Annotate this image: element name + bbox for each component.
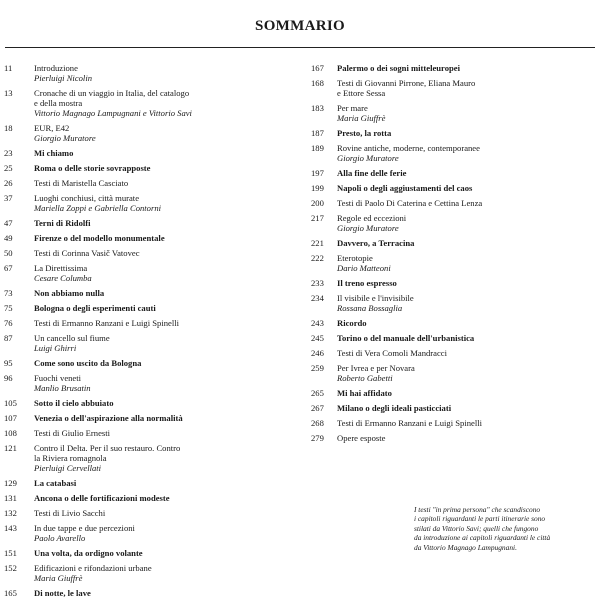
page-number: 217 [311,213,324,223]
page-number: 73 [4,288,13,298]
entry-body [34,358,294,368]
page-number: 243 [311,318,324,328]
page-number: 132 [4,508,17,518]
entry-body [34,303,294,313]
entry-title: Davvero, a Terracina [337,238,415,248]
entry-title: Edificazioni e rifondazioni urbane [34,563,152,573]
entry-title: Bologna o degli esperimenti cauti [34,303,156,313]
toc-entry [307,238,595,248]
entry-title: Contro il Delta. Per il suo restauro. Contro [34,443,181,453]
entry-body [34,493,294,503]
page-number: 50 [4,248,13,258]
page-number: 183 [311,103,324,113]
entry-body [34,318,294,328]
entry-title: Non abbiamo nulla [34,288,105,298]
note-line: I testi "in prima persona" che scandiscono [414,505,541,514]
entry-body [337,63,595,73]
entry-title: Roma o delle storie sovrapposte [34,163,151,173]
page-number: 129 [4,478,17,488]
entry-title: Cronache di un viaggio in Italia, del catalogo [34,88,190,98]
entry-body [337,348,595,358]
page-number: 200 [311,198,324,208]
page-number: 37 [4,193,13,203]
page-number: 189 [311,143,324,153]
entry-title: Palermo o dei sogni mitteleuropei [337,63,460,73]
entry-body [337,293,595,313]
page-number: 105 [4,398,17,408]
entry-body [337,168,595,178]
page-number: 151 [4,548,17,558]
entry-author: Paolo Avarello [34,533,86,543]
page-number: 131 [4,493,17,503]
entry-title: La Direttissima [34,263,88,273]
entry-body [337,78,595,98]
entry-body [337,418,595,428]
entry-title: Testi di Corinna Vasič Vatovec [34,248,140,258]
page-number: 95 [4,358,13,368]
entry-title: Una volta, da ordigno volante [34,548,143,558]
page-number: 108 [4,428,17,438]
page-number: 23 [4,148,13,158]
entry-title: La catabasi [34,478,77,488]
entry-body [34,193,294,213]
entry-title: Per Ivrea e per Novara [337,363,415,373]
toc-entry [4,508,294,518]
entry-body [34,218,294,228]
title-divider [5,47,595,48]
entry-title: Testi di Ermanno Ranzani e Luigi Spinelli [337,418,482,428]
entry-title: Opere esposte [337,433,386,443]
page-number: 167 [311,63,324,73]
entry-title: Milano o degli ideali pasticciati [337,403,452,413]
entry-body [337,238,595,248]
toc-entry [4,88,294,118]
page-number: 11 [4,63,13,73]
toc-entry [4,373,294,393]
entry-author: Manlio Brusatin [34,383,91,393]
entry-body [34,413,294,423]
page-title: SOMMARIO [255,18,345,34]
entry-title: Un cancello sul fiume [34,333,110,343]
entry-body [34,428,294,438]
entry-title: Venezia o dell'aspirazione alla normalità [34,413,183,423]
toc-entry [307,198,595,208]
page-number: 187 [311,128,324,138]
page-number: 279 [311,433,324,443]
entry-author: Pierluigi Nicolin [34,73,93,83]
entry-title: Testi di Giulio Ernesti [34,428,111,438]
toc-entry [307,213,595,233]
toc-entry [307,318,595,328]
page-number: 67 [4,263,13,273]
entry-title: Come sono uscito da Bologna [34,358,142,368]
toc-entry [307,103,595,123]
toc-entry [4,288,294,298]
entry-title: Terni di Ridolfi [34,218,91,228]
entry-author: Giorgio Muratore [337,153,399,163]
toc-entry [4,193,294,213]
toc-entry [4,443,294,473]
toc-entry [4,398,294,408]
entry-body [337,388,595,398]
entry-body [34,588,294,598]
toc-entry [307,333,595,343]
page-number: 234 [311,293,324,303]
page-number: 222 [311,253,324,263]
entry-body [34,333,294,353]
entry-title: EUR, E42 [34,123,70,133]
toc-entry [4,233,294,243]
toc-entry [4,163,294,173]
note-line: da Vittorio Magnago Lampugnani. [414,542,517,552]
note-line: stilati da Vittorio Savi; quelli che fungono [414,523,539,533]
page-number: 221 [311,238,324,248]
editorial-note [414,505,594,552]
entry-title: Presto, la rotta [337,128,392,138]
entry-title: Firenze o del modello monumentale [34,233,165,243]
toc-entry [307,418,595,428]
toc-column-left [4,63,294,603]
entry-title: Luoghi conchiusi, città murate [34,193,140,203]
page-number: 268 [311,418,324,428]
toc-entry [4,563,294,583]
entry-title: Testi di Maristella Casciato [34,178,129,188]
entry-body [34,548,294,558]
toc-entry [307,278,595,288]
page-number: 18 [4,123,13,133]
toc-entry [307,63,595,73]
toc-entry [307,78,595,98]
entry-body [34,233,294,243]
toc-entry [4,413,294,423]
toc-entry [307,293,595,313]
entry-body [34,443,294,473]
page-number: 259 [311,363,324,373]
page-number: 165 [4,588,17,598]
toc-entry [307,183,595,193]
entry-title: Testi di Vera Comoli Mandracci [337,348,447,358]
entry-body [337,198,595,208]
entry-title: Regole ed eccezioni [337,213,407,223]
entry-title: Napoli o degli aggiustamenti del caos [337,183,473,193]
toc-entry [307,253,595,273]
entry-title: Rovine antiche, moderne, contemporanee [337,143,480,153]
entry-title: Mi chiamo [34,148,74,158]
note-line: i capitoli riguardanti le parti itinerarie sono [414,514,546,524]
entry-title: Alla fine delle ferie [337,168,407,178]
entry-body [34,523,294,543]
toc-entry [307,143,595,163]
entry-author: Rossana Bossaglia [337,303,403,313]
entry-title: Sotto il cielo abbuiato [34,398,114,408]
page-number: 267 [311,403,324,413]
toc-entry [4,478,294,488]
page-number: 265 [311,388,324,398]
toc-entry [4,178,294,188]
note-line: da introduzione ai capitoli riguardanti le città [414,533,551,543]
entry-title: Torino o del manuale dell'urbanistica [337,333,475,343]
entry-body [34,263,294,283]
entry-body [34,563,294,583]
toc-entry [4,148,294,158]
entry-author: Pierluigi Cervellati [34,463,102,473]
entry-title: Ricordo [337,318,367,328]
toc-entry [307,433,595,443]
toc-entry [4,218,294,228]
toc-entry [4,248,294,258]
page-number: 13 [4,88,13,98]
page-number: 197 [311,168,324,178]
entry-author: Luigi Ghirri [34,343,77,353]
page-number: 246 [311,348,324,358]
page-number: 107 [4,413,17,423]
entry-title: la Riviera romagnola [34,453,107,463]
entry-body [337,403,595,413]
toc-column-right [307,63,595,448]
entry-body [337,103,595,123]
entry-author: Mariella Zoppi e Gabriella Contorni [34,203,161,213]
entry-body [34,148,294,158]
toc-entry [4,493,294,503]
entry-body [34,248,294,258]
entry-title: e della mostra [34,98,83,108]
toc-entry [4,523,294,543]
page-number: 87 [4,333,13,343]
page-number: 245 [311,333,324,343]
entry-title: Per mare [337,103,368,113]
toc-entry [307,403,595,413]
entry-body [34,508,294,518]
toc-entry [307,363,595,383]
entry-body [34,63,294,83]
entry-title: Ancona o delle fortificazioni modeste [34,493,170,503]
entry-body [337,128,595,138]
entry-title: Eterotopie [337,253,373,263]
toc-entry [4,588,294,598]
page-number: 121 [4,443,17,453]
entry-author: Cesare Columba [34,273,92,283]
page-number: 76 [4,318,13,328]
page-number: 199 [311,183,324,193]
toc-entry [307,168,595,178]
toc-entry [4,303,294,313]
page-number: 49 [4,233,13,243]
entry-body [34,373,294,393]
entry-title: Introduzione [34,63,78,73]
entry-author: Roberto Gabetti [337,373,393,383]
page-number: 168 [311,78,324,88]
entry-body [34,178,294,188]
entry-author: Maria Giuffrè [337,113,386,123]
toc-entry [307,128,595,138]
entry-title: Il visibile e l'invisibile [337,293,414,303]
entry-body [337,363,595,383]
entry-body [34,478,294,488]
toc-entry [4,358,294,368]
entry-title: Fuochi veneti [34,373,82,383]
entry-body [337,183,595,193]
entry-body [337,433,595,443]
entry-title: Mi hai affidato [337,388,392,398]
entry-body [34,398,294,408]
entry-title: In due tappe e due percezioni [34,523,135,533]
entry-title: Il treno espresso [337,278,397,288]
entry-body [337,143,595,163]
page-number: 25 [4,163,13,173]
entry-title: Testi di Ermanno Ranzani e Luigi Spinelli [34,318,179,328]
toc-entry [307,388,595,398]
entry-body [337,253,595,273]
entry-body [337,333,595,343]
entry-title: Testi di Paolo Di Caterina e Cettina Lenza [337,198,483,208]
page-number: 47 [4,218,13,228]
page-number: 75 [4,303,13,313]
entry-body [34,163,294,173]
entry-title: Testi di Livio Sacchi [34,508,106,518]
entry-body [337,213,595,233]
toc-entry [4,263,294,283]
entry-author: Vittorio Magnago Lampugnani e Vittorio Savi [34,108,192,118]
page-number: 152 [4,563,17,573]
toc-entry [307,348,595,358]
entry-body [337,318,595,328]
page-number: 96 [4,373,13,383]
page-number: 143 [4,523,17,533]
entry-body [34,88,294,118]
page-number: 233 [311,278,324,288]
entry-title: Di notte, le lave [34,588,91,598]
entry-author: Giorgio Muratore [337,223,399,233]
page-number: 26 [4,178,13,188]
entry-body [34,123,294,143]
toc-entry [4,548,294,558]
entry-author: Maria Giuffrè [34,573,83,583]
entry-author: Giorgio Muratore [34,133,96,143]
entry-author: Dario Matteoni [337,263,391,273]
toc-entry [4,428,294,438]
toc-entry [4,333,294,353]
entry-body [34,288,294,298]
entry-title: Testi di Giovanni Pirrone, Eliana Mauro [337,78,476,88]
entry-body [337,278,595,288]
toc-entry [4,318,294,328]
toc-entry [4,123,294,143]
toc-entry [4,63,294,83]
entry-title: e Ettore Sessa [337,88,386,98]
